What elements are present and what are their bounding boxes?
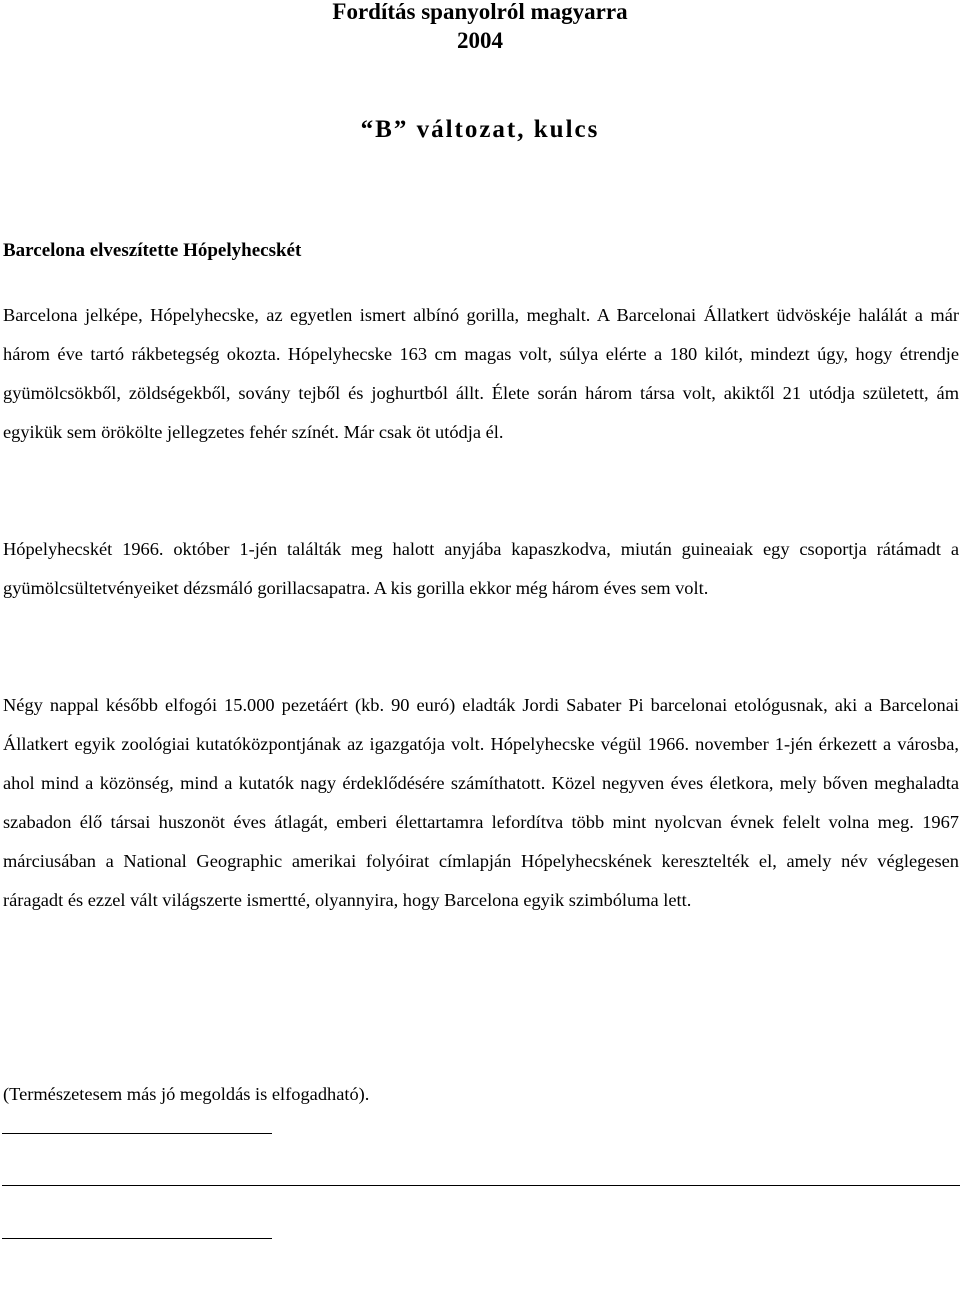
article-heading: Barcelona elveszítette Hópelyhecskét [3, 240, 302, 261]
article-paragraph-2: Hópelyhecskét 1966. október 1-jén találták meg halott anyjába kapaszkodva, miután guineaiak egy csoportja rátámadt a gyümölcsültetvényeiket dézsmáló gorillacsapatra. A kis gorilla ekkor még három éves sem volt. [3, 539, 959, 598]
answer-line-short-1 [2, 1133, 272, 1134]
answer-line-short-2 [2, 1238, 272, 1239]
article-paragraph-3: Négy nappal később elfogói 15.000 pezetáért (kb. 90 euró) eladták Jordi Sabater Pi barcelonai etológusnak, aki a Barcelonai Állatkert egyik zoológiai kutatóközpontjának az igazgatója volt. Hópelyhecske végül 1966. november 1-jén érkezett a városba, ahol mind a közönség, mind a kutatók nagy érdeklődésére számíthatott. Közel negyven éves életkora, mely bőven meghaladta szabadon élő társai huszonöt éves átlagát, emberi élettartamra lefordítva több mint nyolcvan évnek felelt volna meg. 1967 márciusában a National Geographic amerikai folyóirat címlapján Hópelyhecskének keresztelték el, amely név véglegesen ráragadt és ezzel vált világszerte ismertté, olyannyira, hogy Barcelona egyik szimbóluma lett. [3, 695, 959, 910]
grading-note: (Természetesem más jó megoldás is elfogadható). [3, 1084, 370, 1104]
document-title: Fordítás spanyolról magyarra [332, 0, 628, 24]
document-year: 2004 [457, 28, 503, 53]
answer-line-long [2, 1185, 960, 1186]
article-paragraph-1: Barcelona jelképe, Hópelyhecske, az egyetlen ismert albínó gorilla, meghalt. A Barcelonai Állatkert üdvöskéje halálát a már három éve tartó rákbetegség okozta. Hópelyhecske 163 cm magas volt, súlya elérte a 180 kilót, mindezt úgy, hogy étrendje gyümölcsökből, zöldségekből, sovány tejből és joghurtból állt. Élete során három társa volt, akiktől 21 utódja született, ám egyikük sem örökölte jellegzetes fehér színét. Már csak öt utódja él. [3, 305, 959, 442]
variant-subtitle: “B” változat, kulcs [360, 116, 600, 143]
